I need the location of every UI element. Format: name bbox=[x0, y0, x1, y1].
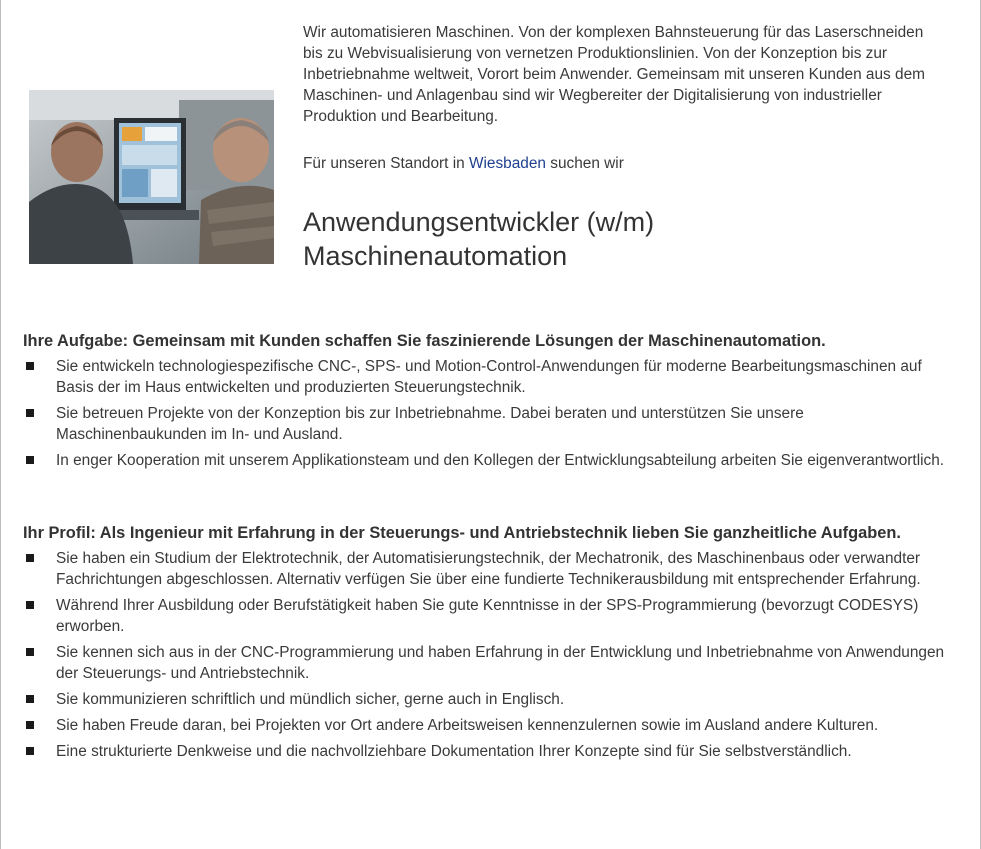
list-item bbox=[23, 741, 953, 762]
list-item-text: Sie kommunizieren schriftlich und mündlich sicher, gerne auch in Englisch. bbox=[56, 691, 565, 708]
list-item-text: Sie haben Freude daran, bei Projekten vor Ort andere Arbeitsweisen kennenzulernen sowie im Ausland andere Kulturen. bbox=[56, 717, 879, 734]
bullet-square-icon bbox=[26, 456, 34, 464]
job-title-line-2: Maschinenautomation bbox=[303, 241, 568, 271]
list-item bbox=[23, 403, 953, 445]
tasks-list bbox=[23, 356, 953, 471]
location-prefix: Für unseren Standort in bbox=[303, 155, 465, 172]
list-item bbox=[23, 356, 953, 398]
header-photo bbox=[29, 90, 274, 264]
job-title bbox=[303, 205, 654, 273]
bullet-square-icon bbox=[26, 721, 34, 729]
list-item-text: Sie betreuen Projekte von der Konzeption bis zur Inbetriebnahme. Dabei beraten und unterstützen Sie unsere Maschinenbaukunden im In- und Ausland. bbox=[56, 405, 804, 443]
location-city-link[interactable]: Wiesbaden bbox=[468, 155, 546, 172]
list-item-text: Während Ihrer Ausbildung oder Berufstätigkeit haben Sie gute Kenntnisse in der SPS-Programmierung (bevorzugt CODESYS) erworben. bbox=[56, 597, 919, 635]
location-line bbox=[303, 153, 624, 174]
bullet-square-icon bbox=[26, 695, 34, 703]
list-item-text: Sie entwickeln technologiespezifische CNC-, SPS- und Motion-Control-Anwendungen für moderne Bearbeitungsmaschinen auf Basis der im Haus entwickelten und produzierten Steuerungstechnik. bbox=[56, 358, 922, 396]
list-item bbox=[23, 450, 953, 471]
list-item bbox=[23, 689, 953, 710]
bullet-square-icon bbox=[26, 554, 34, 562]
bullet-square-icon bbox=[26, 601, 34, 609]
list-item bbox=[23, 715, 953, 736]
intro-paragraph: Wir automatisieren Maschinen. Von der komplexen Bahnsteuerung für das Laserschneiden bis zu Webvisualisierung von vernetzen Produktionslinien. Von der Konzeption bis zur Inbetriebnahme weltweit, Vorort beim Anwender. Gemeinsam mit unseren Kunden aus dem Maschinen- und Anlagenbau sind wir Wegbereiter der Digitalisierung von industrieller Produktion und Bearbeitung. bbox=[303, 24, 925, 125]
list-item-text: In enger Kooperation mit unserem Applikationsteam und den Kollegen der Entwicklungsabteilung arbeiten Sie eigenverantwortlich. bbox=[56, 452, 945, 469]
bullet-square-icon bbox=[26, 648, 34, 656]
list-item bbox=[23, 642, 953, 684]
engineers-at-screen-image bbox=[29, 90, 274, 264]
bullet-square-icon bbox=[26, 409, 34, 417]
list-item-text: Sie haben ein Studium der Elektrotechnik, der Automatisierungstechnik, der Mechatronik, des Maschinenbaus oder verwandter Fachrichtungen abgeschlossen. Alternativ verfügen Sie über eine fundierte Technikerausbildung mit entsprechender Erfahrung. bbox=[56, 550, 921, 588]
profile-heading: Ihr Profil: Als Ingenieur mit Erfahrung in der Steuerungs- und Antriebstechnik lieben Sie ganzheitliche Aufgaben. bbox=[23, 524, 901, 542]
bullet-square-icon bbox=[26, 362, 34, 370]
profile-list bbox=[23, 548, 953, 762]
list-item bbox=[23, 548, 953, 590]
list-item bbox=[23, 595, 953, 637]
location-suffix: suchen wir bbox=[550, 155, 624, 172]
list-item-text: Sie kennen sich aus in der CNC-Programmierung und haben Erfahrung in der Entwicklung und Inbetriebnahme von Anwendungen der Steuerungs- und Antriebstechnik. bbox=[56, 644, 945, 682]
tasks-heading: Ihre Aufgabe: Gemeinsam mit Kunden schaffen Sie faszinierende Lösungen der Maschinenautomation. bbox=[23, 332, 826, 350]
tasks-section bbox=[23, 331, 953, 476]
list-item-text: Eine strukturierte Denkweise und die nachvollziehbare Dokumentation Ihrer Konzepte sind für Sie selbstverständlich. bbox=[56, 743, 852, 760]
profile-section bbox=[23, 523, 953, 767]
job-title-line-1: Anwendungsentwickler (w/m) bbox=[303, 207, 655, 237]
bullet-square-icon bbox=[26, 747, 34, 755]
